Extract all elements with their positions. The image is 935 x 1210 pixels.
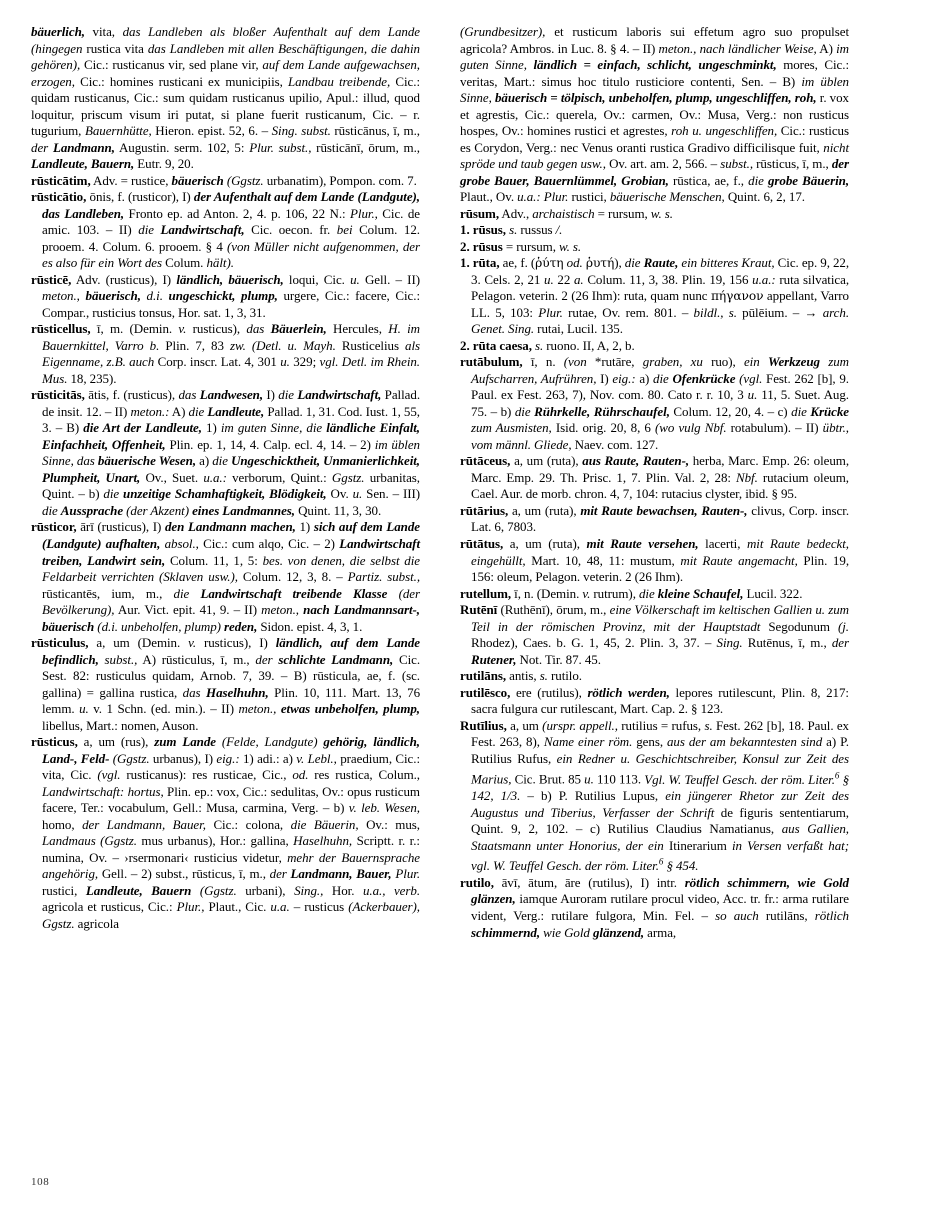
dictionary-entry: rūtāceus, a, um (ruta), aus Raute, Rauten-, herba, Marc. Emp. 26: oleum, Marc. Emp. 29. Th. Prisc. 1, 7. Plin. Val. 2, 28: Nbf. rutacium oleum, Cael. Aur. de morb. chron. 4, 7, 104: rutacius clyster, ibid. § 95.	[460, 453, 850, 502]
dictionary-entry: Rutēnī (Ruthēnī), ōrum, m., eine Völkerschaft im keltischen Gallien u. zum Teil in der römischen Provinz, mit der Hauptstadt Segodunum (j. Rhodez), Caes. b. G. 1, 45, 2. Plin. 3, 37. – Sing. Rutēnus, ī, m., der Rutener, Not. Tir. 87. 45.	[460, 602, 849, 667]
dictionary-entry: rutābulum, ī, n. (von *rutāre, graben, xu ruo), ein Werkzeug zum Aufscharren, Aufrühren, I) eig.: a) die Ofenkrücke (vgl. Fest. 262 [b], 9. Paul. ex Fest. 263, 7), Nov. com. 80. Cato r. r. 10, 3 u. 11, 5. Suet. Aug. 75. – b) die Rührkelle, Rührschaufel, Colum. 12, 20, 4. – c) die Krücke zum Ausmisten, Isid. orig. 20, 8, 6 (wo vulg Nbf. rotabulum). – II) übtr., vom männl. Gliede, Naev. com. 127.	[460, 354, 850, 452]
page-columns	[31, 24, 904, 1149]
dictionary-entry: rūsticellus, ī, m. (Demin. v. rusticus), das Bäuerlein, Hercules, H. im Bauernkittel, Varro b. Plin. 7, 83 zw. (Detl. u. Mayh. Rusticelius als Eigenname, z.B. auch Corp. inscr. Lat. 4, 301 u. 329; vgl. Detl. im Rhein. Mus. 18, 235).	[31, 321, 420, 386]
dictionary-entry: rūsticulus, a, um (Demin. v. rusticus), I) ländlich, auf dem Lande befindlich, subst., A) rūsticulus, ī, m., der schlichte Landmann, Cic. Sest. 82: rusticulus quidam, Arnob. 7, 39. – B) rūsticula, ae, f. (sc. gallina) = gallina rustica, das Haselhuhn, Plin. 10, 111. Mart. 13, 76 lemm. u. v. 1 Schn. (ed. min.). – II) meton., etwas unbeholfen, plump, libellus, Mart.: nomen, Auson.	[31, 635, 421, 733]
entry-continued: bäuerlich, vita, das Landleben als bloßer Aufenthalt auf dem Lande (hingegen rustica vita das Landleben mit allen Beschäftigungen, die dahin gehören), Cic.: rusticanus vir, sed plane vir, auf dem Lande aufgewachsen, erzogen, Cic.: homines rusticani ex municipiis, Landbau treibende, Cic.: quidam rusticanus, Cic.: sum quidam rusticanus upilio, Apul.: illud, quod loquitur, priscum visum iri putat, si plane fuerit rusticanum, Cic. – r. tugurium, Bauernhütte, Hieron. epist. 52, 6. – Sing. subst. rūsticānus, ī, m., der Landmann, Augustin. serm. 102, 5: Plur. subst., rūsticānī, ōrum, m., Landleute, Bauern, Eutr. 9, 20.	[31, 24, 421, 172]
dictionary-entry: rutilāns, antis, s. rutilo.	[460, 668, 582, 684]
dictionary-entry: 2. rūta caesa, s. ruono. II, A, 2, b.	[460, 337, 635, 353]
dictionary-entry: rūsticē, Adv. (rusticus), I) ländlich, bäuerisch, loqui, Cic. u. Gell. – II) meton., bäuerisch, d.i. ungeschickt, plump, urgere, Cic.: facere, Cic.: Compar., rusticius tonsus, Hor. sat. 1, 3, 31.	[31, 271, 420, 320]
dictionary-entry: Rutīlius, a, um (urspr. appell., rutilius = rufus, s. Fest. 262 [b], 18. Paul. ex Fest. 263, 8), Name einer röm. gens, aus der am bekanntesten sind a) P. Rutilius Rufus, ein Redner u. Geschichtschreiber, Konsul zur Zeit des Marius, Cic. Brut. 85 u. 110 113. Vgl. W. Teuffel Gesch. der röm. Liter.$^6$ § 142, 1/3. – b) P. Rutilius Lupus, ein jüngerer Rhetor zur Zeit des Augustus und Tiberius, Verfasser der Schrift de figuris sententiarum, Quint. 9, 2, 102. – c) Rutilius Claudius Namatianus, aus Gallien, Staatsmann unter Honorius, der ein Itinerarium in Versen verfaßt hat; vgl. W. Teuffel Gesch. der röm. Liter.$^6$ § 454.	[460, 717, 850, 874]
dictionary-entry: rūsticor, ārī (rusticus), I) den Landmann machen, 1) sich auf dem Lande (Landgute) aufhalten, absol., Cic.: cum alqo, Cic. – 2) Landwirtschaft treiben, Landwirt sein, Colum. 11, 1, 5: bes. von denen, die selbst die Feldarbeit verrichten (Sklaven usw.), Colum. 12, 3, 8. – Partiz. subst., rūsticantēs, ium, m., die Landwirtschaft treibende Klasse (der Bevölkerung), Aur. Vict. epit. 41, 9. – II) meton., nach Landmannsart-, bäuerisch (d.i. unbeholfen, plump) reden, Sidon. epist. 4, 3, 1.	[31, 519, 421, 634]
dictionary-entry: rutilēsco, ere (rutilus), rötlich werden, lepores rutilescunt, Plin. 8, 217: sacra fulgura cur rutilescant, Mart. Cap. 2. § 123.	[460, 684, 849, 717]
entry-continued: (Grundbesitzer), et rusticum laboris sui effetum agro suo propulset agricola? Ambros. in Luc. 8. § 4. – II) meton., nach ländlicher Weise, A) im guten Sinne, ländlich = einfach, schlicht, ungeschminkt, mores, Cic.: veritas, Mart.: simus hoc titulo rusticiore contenti, Sen. – B) im üblen Sinne, bäuerisch = tölpisch, unbeholfen, plump, ungeschliffen, roh, r. vox et agrestis, Cic.: querela, Ov.: carmen, Ov.: Musa, Verg.: non rusticus hospes, Ov.: homines rustici et agrestes, roh u. ungeschliffen, Cic.: rusticus es Corydon, Verg.: nec Venus oranti rustica Gradivo difficilisque fuit, nicht spröde und taub gegen usw., Ov. art. am. 2, 566. – subst., rūsticus, ī, m., der grobe Bauer, Bauernlümmel, Grobian, rūstica, ae, f., die grobe Bäuerin, Plaut., Ov. u.a.: Plur. rustici, bäuerische Menschen, Quint. 6, 2, 17.	[460, 24, 850, 205]
dictionary-entry: 2. rūsus = rursum, w. s.	[460, 238, 582, 254]
dictionary-entry: rūtārius, a, um (ruta), mit Raute bewachsen, Rauten-, clivus, Corp. inscr. Lat. 6, 7803.	[460, 502, 850, 535]
dictionary-entry: rutellum, ī, n. (Demin. v. rutrum), die kleine Schaufel, Lucil. 322.	[460, 585, 803, 601]
dictionary-entry: rūsticitās, ātis, f. (rusticus), das Landwesen, I) die Landwirtschaft, Pallad. de insit. 12. – II) meton.: A) die Landleute, Pallad. 1, 31. Cod. Iust. 1, 55, 3. – B) die Art der Landleute, 1) im guten Sinne, die ländliche Einfalt, Einfachheit, Offenheit, Plin. ep. 1, 14, 4. Calp. ecl. 4, 14. – 2) im üblen Sinne, das bäuerische Wesen, a) die Ungeschicktheit, Unmanierlichkeit, Plumpheit, Unart, Ov., Suet. u.a.: verborum, Quint.: Ggstz. urbanitas, Quint. – b) die unzeitige Schamhaftigkeit, Blödigkeit, Ov. u. Sen. – III) die Aussprache (der Akzent) eines Landmannes, Quint. 11, 3, 30.	[31, 387, 421, 518]
dictionary-entry: rūsum, Adv., archaistisch = rursum, w. s.	[460, 205, 673, 221]
dictionary-entry: 1. rūsus, s. russus /.	[460, 222, 563, 238]
dictionary-entry: rūsticus, a, um (rus), zum Lande (Felde, Landgute) gehörig, ländlich, Land-, Feld- (Ggstz. urbanus), I) eig.: 1) adi.: a) v. Lebl., praedium, Cic.: vita, Cic. (vgl. rusticanus): res rusticae, Cic., od. res rustica, Colum., Landwirtschaft: hortus, Plin. ep.: vox, Cic.: sedulitas, Ov.: opus rusticum facere, Ter.: vocabulum, Gell.: Musa, carmina, Verg. – b) v. leb. Wesen, homo, der Landmann, Bauer, Cic.: colona, die Bäuerin, Ov.: mus, Landmaus (Ggstz. mus urbanus), Hor.: gallina, Haselhuhn, Scriptt. r. r.: numina, Ov. – ›rsermonari‹ rusticius videtur, mehr der Bauernsprache angehörig, Gell. – 2) subst., rūsticus, ī, m., der Landmann, Bauer, Plur. rustici, Landleute, Bauern (Ggstz. urbani), Sing., Hor. u.a., verb. agricola et rusticus, Cic.: Plur., Plaut., Cic. u.a. – rusticus (Ackerbauer), Ggstz. agricola	[31, 734, 421, 931]
dictionary-entry: rūtātus, a, um (ruta), mit Raute versehen, lacerti, mit Raute bedeckt, eingehüllt, Mart. 10, 48, 11: mustum, mit Raute angemacht, Plin. 19, 156: oleum, Pelagon. veterin. 2 (26 Ihm).	[460, 535, 850, 585]
dictionary-entry: rūsticātim, Adv. = rustice, bäuerisch (Ggstz. urbanatim), Pompon. com. 7.	[31, 172, 417, 188]
dictionary-entry: rutilo, āvī, ātum, āre (rutilus), I) intr. rötlich schimmern, wie Gold glänzen, iamque Auroram rutilare procul video, Acc. tr. fr.: arma rutilare vident, Verg.: rutilare fulgora, Min. Fel. – so auch rutilāns, rötlich schimmernd, wie Gold glänzend, arma,	[460, 874, 850, 940]
dictionary-entry: rūsticātio, ōnis, f. (rusticor), I) der Aufenthalt auf dem Lande (Landgute), das Landleben, Fronto ep. ad Anton. 2, 4. p. 106, 22 N.: Plur., Cic. de amic. 103. – II) die Landwirtschaft, Cic. oecon. fr. bei Colum. 12. prooem. 4. Colum. 6. prooem. § 4 (von Müller nicht aufgenommen, der es also für ein Wort des Colum. hält).	[31, 189, 421, 271]
page-number: 108	[31, 1176, 50, 1188]
right-column	[460, 24, 849, 1149]
left-column	[31, 24, 420, 1149]
dictionary-entry: 1. rūta, ae, f. (ῥύτη od. ῥυτή), die Raute, ein bitteres Kraut, Cic. ep. 9, 22, 3. Cels. 2, 21 u. 22 a. Colum. 11, 3, 38. Plin. 19, 156 u.a.: ruta silvatica, Pelagon. veterin. 2 (26 Ihm): ruta, quam nunc πήγανον appellant, Varro LL. 5, 103: Plur. rutae, Ov. rem. 801. – bildl., s. pūlēium. – → arch. Genet. Sing. rutai, Lucil. 135.	[460, 255, 850, 337]
